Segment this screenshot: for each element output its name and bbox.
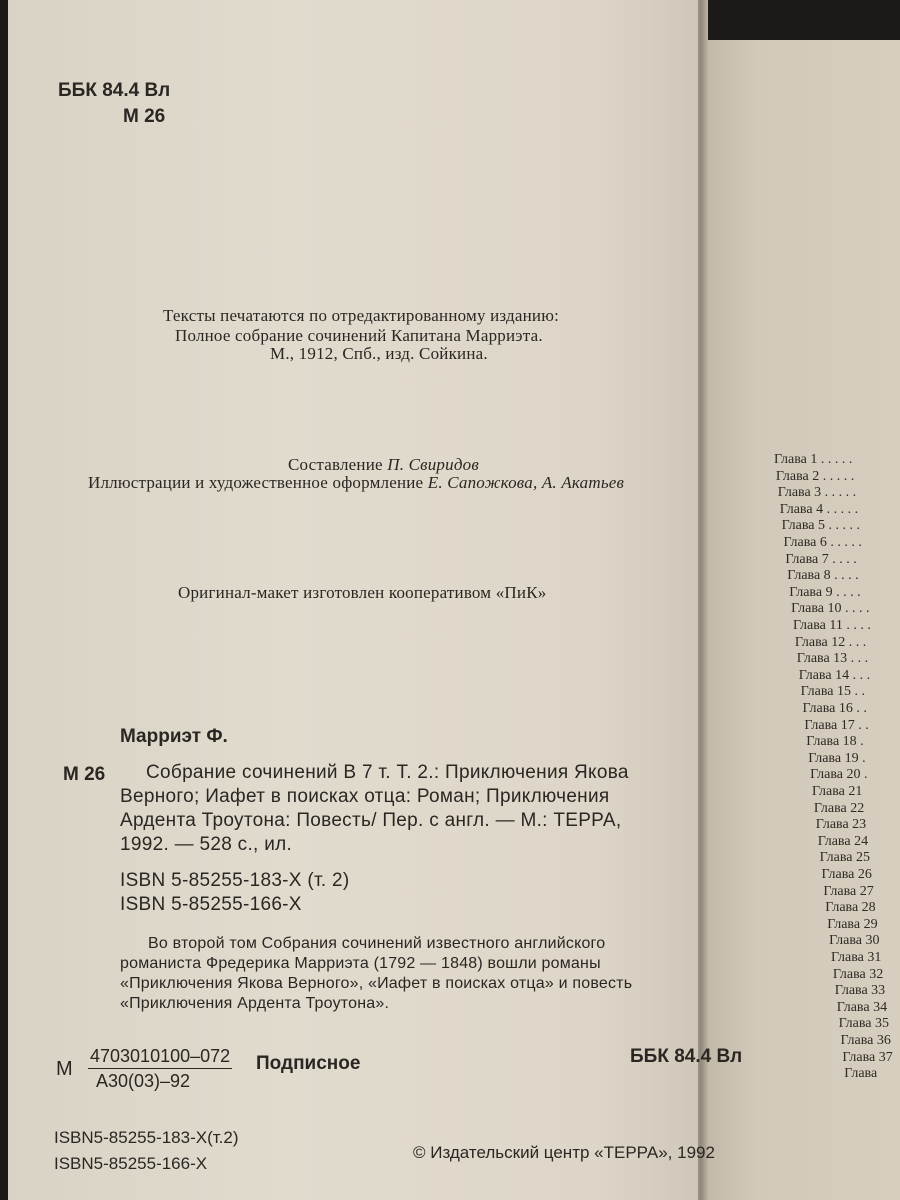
- toc-item: Глава 31: [831, 950, 882, 965]
- footer-code-top: 4703010100–072: [88, 1044, 232, 1069]
- footer-isbn-2: ISBN5-85255-166-X: [54, 1154, 208, 1173]
- code-header: М 26: [123, 106, 166, 127]
- annotation-line-1: Во второй том Собрания сочинений известного английского: [148, 935, 606, 952]
- subscription-label: Подписное: [256, 1053, 361, 1074]
- toc-item: Глава 27: [823, 883, 874, 899]
- layout-line: Оригинал-макет изготовлен кооперативом «ПиК»: [178, 583, 547, 602]
- toc-item: Глава 24: [817, 833, 869, 849]
- toc-item: Глава 28: [825, 900, 876, 916]
- source-line-3: М., 1912, Спб., изд. Сойкина.: [270, 344, 488, 363]
- toc-item: Глава 33: [834, 983, 886, 999]
- toc-item: Глава 23: [815, 817, 867, 833]
- compiler-name: П. Свиридов: [387, 455, 479, 474]
- toc-item: Глава 13 . . .: [796, 651, 869, 667]
- catalog-entry-line-4: 1992. — 528 с., ил.: [120, 834, 293, 855]
- toc-item: Глава 37: [842, 1049, 893, 1065]
- toc-item: Глава 1 . . . . .: [774, 452, 853, 467]
- toc-item: Глава 5 . . . . .: [781, 518, 860, 534]
- toc-item: Глава 19 .: [808, 750, 866, 766]
- toc-item: Глава 12 . . .: [794, 634, 867, 650]
- toc-item: Глава 26: [821, 867, 872, 882]
- annotation-line-3: «Приключения Якова Верного», «Иафет в поисках отца» и повесть: [120, 975, 633, 992]
- catalog-code: М 26: [63, 764, 106, 785]
- footer-isbn-1: ISBN5-85255-183-X(т.2): [54, 1128, 239, 1147]
- illustrators-names: Е. Сапожкова, А. Акатьев: [427, 473, 625, 492]
- footer-code-fraction: [88, 1044, 232, 1093]
- toc-item: Глава 8 . . . .: [787, 568, 859, 584]
- toc-item: Глава 36: [840, 1033, 891, 1048]
- compiler-label: Составление: [288, 455, 383, 474]
- toc-item: Глава 21: [812, 784, 863, 799]
- toc-item: Глава 9 . . . .: [789, 584, 861, 600]
- toc-item: Глава 16 . .: [802, 701, 867, 716]
- footer-m: М: [56, 1058, 73, 1080]
- source-line-2: Полное собрание сочинений Капитана Марриэта.: [175, 326, 543, 345]
- toc-item: Глава 11 . . . .: [793, 618, 871, 633]
- toc-item: Глава 30: [829, 933, 880, 949]
- catalog-isbn-1: ISBN 5-85255-183-X (т. 2): [120, 870, 350, 891]
- illustrations-label: Иллюстрации и художественное оформление: [88, 473, 424, 492]
- annotation-line-2: романиста Фредерика Марриэта (1792 — 1848) вошли романы: [120, 955, 601, 972]
- toc-item: Глава: [844, 1066, 878, 1082]
- toc-item: Глава 2 . . . . .: [775, 468, 855, 484]
- catalog-entry-line-1: Собрание сочинений В 7 т. Т. 2.: Приключения Якова: [146, 762, 629, 783]
- toc-item: Глава 17 . .: [804, 717, 869, 733]
- annotation-line-4: «Приключения Ардента Троутона».: [120, 995, 390, 1012]
- toc-item: Глава 10 . . . .: [791, 601, 870, 617]
- toc-item: Глава 32: [832, 966, 884, 982]
- source-line-1: Тексты печатаются по отредактированному изданию:: [163, 306, 560, 325]
- illustrations-line: [88, 473, 624, 493]
- toc-item: Глава 35: [838, 1016, 889, 1032]
- footer-code-bottom: А30(03)–92: [96, 1071, 191, 1091]
- toc-item: Глава 14 . . .: [798, 667, 871, 683]
- compiler-line: [288, 455, 479, 475]
- bbk-header: ББК 84.4 Вл: [58, 80, 171, 101]
- toc-item: Глава 18 .: [806, 734, 864, 750]
- catalog-entry-line-2: Верного; Иафет в поисках отца: Роман; Приключения: [120, 786, 610, 807]
- toc-item: Глава 22: [813, 800, 865, 816]
- copyright-line: © Издательский центр «ТЕРРА», 1992: [413, 1143, 715, 1162]
- toc-item: Глава 25: [819, 850, 870, 866]
- toc-item: Глава 20 .: [810, 767, 868, 783]
- toc-item: Глава 3 . . . . .: [777, 485, 857, 501]
- catalog-author: Марриэт Ф.: [120, 726, 228, 747]
- toc-item: Глава 29: [827, 916, 878, 932]
- left-page: [8, 0, 743, 1200]
- toc-item: Глава 34: [836, 999, 888, 1015]
- toc-item: Глава 7 . . . .: [785, 551, 857, 567]
- toc-item: Глава 15 . .: [800, 684, 865, 700]
- catalog-isbn-2: ISBN 5-85255-166-X: [120, 894, 302, 915]
- footer-bbk: ББК 84.4 Вл: [630, 1046, 743, 1067]
- catalog-entry-line-3: Ардента Троутона: Повесть/ Пер. с англ. — М.: ТЕРРА,: [120, 810, 622, 831]
- toc-item: Глава 4 . . . . .: [779, 501, 859, 517]
- toc-item: Глава 6 . . . . .: [783, 535, 862, 550]
